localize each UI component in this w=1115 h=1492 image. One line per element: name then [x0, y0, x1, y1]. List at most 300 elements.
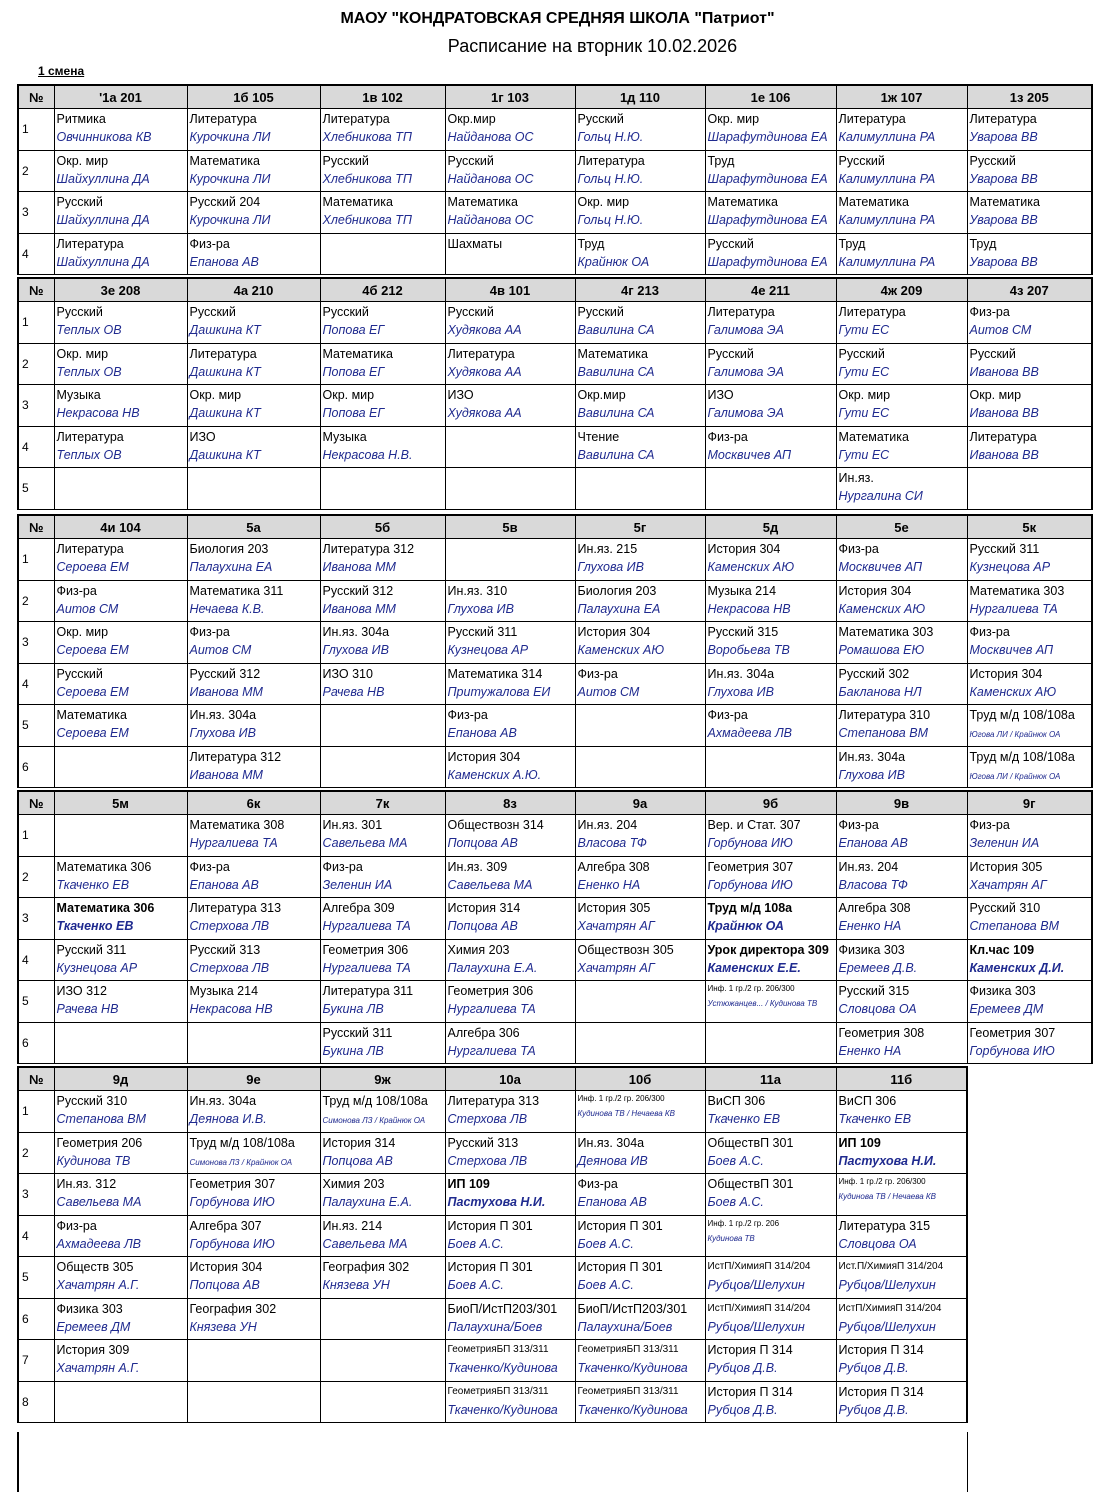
lesson-teacher: Глухова ИВ: [447, 601, 514, 616]
lesson-cell: [836, 1257, 967, 1299]
lesson-cell: [445, 939, 575, 981]
class-header: 10б: [575, 1067, 705, 1091]
lesson-teacher: Рачева НВ: [322, 684, 385, 699]
lesson-subject: Музыка 214: [707, 583, 777, 598]
lesson-cell: [54, 539, 187, 581]
lesson-teacher: Аитов СМ: [56, 601, 119, 616]
lesson-number: 5: [18, 981, 54, 1023]
lesson-subject: [57, 817, 187, 835]
lesson-cell: [836, 302, 967, 344]
lesson-cell: [836, 746, 967, 788]
lesson-number: 3: [18, 622, 54, 664]
lesson-cell: [445, 1340, 575, 1382]
schedule-block: [17, 84, 1093, 275]
class-header: 9г: [967, 791, 1092, 815]
lesson-teacher: Некрасова Н.В.: [322, 447, 413, 462]
header-row: [18, 515, 1092, 539]
lesson-teacher: Букина ЛВ: [322, 1043, 384, 1058]
lesson-cell: [967, 192, 1092, 234]
lesson-teacher: Дашкина КТ: [189, 447, 261, 462]
lesson-cell: [320, 385, 445, 427]
lesson-subject: Ин.яз. 312: [56, 1177, 117, 1191]
lesson-teacher: Палаухина ЕА: [577, 601, 661, 616]
lesson-teacher: Стерхова ЛВ: [189, 919, 270, 933]
lesson-cell: [445, 192, 575, 234]
lesson-subject: Ин.яз. 304а: [322, 625, 390, 639]
table-row: [18, 426, 1092, 468]
lesson-teacher: Ененко НА: [838, 919, 902, 933]
lesson-cell: [187, 1174, 320, 1216]
lesson-cell: [54, 746, 187, 788]
lesson-teacher: Кудинова ТВ / Нечаева КВ: [577, 1109, 675, 1118]
lesson-cell: [575, 622, 705, 664]
class-header: 10а: [445, 1067, 575, 1091]
lesson-subject: Ист.П/ХимияП 314/204: [838, 1261, 944, 1272]
lesson-subject: Инф. 1 гр./2 гр. 206/300: [577, 1094, 665, 1103]
lesson-teacher: Боев А.С.: [707, 1153, 764, 1168]
lesson-teacher: Уварова ВВ: [969, 171, 1038, 186]
lesson-cell: [705, 939, 836, 981]
lesson-teacher: Ткаченко/Кудинова: [577, 1361, 688, 1375]
lesson-cell: [187, 1091, 320, 1133]
lesson-teacher: Деянова ИВ: [577, 1153, 648, 1168]
lesson-subject: Математика 311: [189, 583, 284, 598]
lesson-cell: [320, 705, 445, 747]
lesson-subject: Ин.яз. 304а: [189, 708, 257, 722]
class-header: 4а 210: [187, 278, 320, 302]
lesson-cell: [320, 233, 445, 275]
lesson-subject: Вер. и Стат. 307: [707, 818, 801, 832]
lesson-teacher: Власова ТФ: [838, 877, 908, 892]
lesson-subject: Физ-ра: [56, 1218, 97, 1233]
lesson-teacher: Боев А.С.: [577, 1278, 634, 1292]
lesson-subject: Математика: [322, 195, 393, 209]
table-row: [18, 343, 1092, 385]
lesson-teacher: Каменских АЮ: [969, 684, 1057, 699]
lesson-teacher: Иванова ММ: [322, 560, 396, 574]
lesson-subject: Геометрия 307: [969, 1025, 1056, 1040]
lesson-teacher: Курочкина ЛИ: [189, 171, 271, 186]
lesson-cell: [320, 109, 445, 151]
lesson-cell: [187, 539, 320, 581]
class-header: '1а 201: [54, 85, 187, 109]
lesson-subject: Алгебра 308: [577, 859, 650, 874]
schedule-subtitle: Расписание на вторник 10.02.2026: [447, 36, 738, 56]
lesson-subject: Физ-ра: [577, 1177, 618, 1191]
lesson-cell: [320, 468, 445, 510]
lesson-teacher: Курочкина ЛИ: [189, 130, 271, 144]
lesson-subject: [190, 1384, 320, 1402]
lesson-teacher: Боев А.С.: [447, 1236, 504, 1251]
lesson-teacher: Кузнецова АР: [56, 960, 138, 975]
lesson-subject: Русский 313: [189, 942, 261, 957]
lesson-cell: [575, 1174, 705, 1216]
lesson-cell: [705, 1132, 836, 1174]
lesson-cell: [445, 1022, 575, 1064]
lesson-subject: Обществ 305: [56, 1260, 134, 1274]
lesson-teacher: Иванова ВВ: [969, 447, 1039, 462]
lesson-cell: [836, 1174, 967, 1216]
lesson-subject: Литература: [577, 153, 645, 168]
lesson-subject: Музыка 214: [189, 984, 259, 998]
class-header: 5м: [54, 791, 187, 815]
lesson-subject: ОбществП 301: [707, 1135, 794, 1150]
lesson-teacher: Сероева ЕМ: [56, 560, 129, 574]
lesson-teacher: Епанова АВ: [577, 1195, 647, 1209]
lesson-teacher: Стерхова ЛВ: [189, 960, 270, 975]
table-row: [18, 468, 1092, 510]
lesson-cell: [445, 981, 575, 1023]
lesson-teacher: Власова ТФ: [577, 836, 647, 850]
lesson-number: 6: [18, 1022, 54, 1064]
class-header: 1з 205: [967, 85, 1092, 109]
lesson-cell: [187, 1215, 320, 1257]
lesson-number: 2: [18, 856, 54, 898]
lesson-cell: [54, 1340, 187, 1382]
lesson-cell: [320, 815, 445, 857]
lesson-teacher: Притужалова ЕИ: [447, 684, 551, 699]
lesson-teacher: Боев А.С.: [707, 1195, 764, 1209]
lesson-teacher: Горбунова ИЮ: [189, 1236, 275, 1251]
lesson-cell: [187, 1298, 320, 1340]
lesson-subject: ГеометрияБП 313/311: [577, 1344, 679, 1355]
lesson-number: 8: [18, 1381, 54, 1423]
lesson-cell: [836, 663, 967, 705]
lesson-subject: История 304: [189, 1260, 263, 1274]
lesson-teacher: Рубцов/Шелухин: [838, 1319, 936, 1334]
lesson-cell: [836, 109, 967, 151]
lesson-cell: [967, 939, 1092, 981]
lesson-subject: История 304: [577, 625, 651, 639]
lesson-cell: [836, 385, 967, 427]
lesson-number: 3: [18, 192, 54, 234]
lesson-cell: [575, 1091, 705, 1133]
lesson-teacher: Иванова ММ: [189, 684, 263, 699]
lesson-subject: Алгебра 308: [838, 901, 911, 915]
lesson-cell: [320, 150, 445, 192]
lesson-number: 6: [18, 1298, 54, 1340]
lesson-subject: Окр.мир: [447, 112, 496, 126]
lesson-subject: Русский 315: [838, 984, 910, 998]
lesson-cell: [836, 580, 967, 622]
lesson-cell: [575, 233, 705, 275]
lesson-teacher: Рубцов Д.В.: [707, 1361, 778, 1375]
lesson-teacher: Степанова ВМ: [969, 919, 1059, 933]
lesson-teacher: Дашкина КТ: [189, 364, 261, 379]
lesson-cell: [836, 1298, 967, 1340]
schedule-block: [17, 514, 1093, 788]
lesson-cell: [967, 580, 1092, 622]
lesson-subject: Геометрия 306: [447, 984, 534, 998]
lesson-teacher: Глухова ИВ: [577, 560, 644, 574]
class-header: 5к: [967, 515, 1092, 539]
lesson-subject: Ин.яз. 304а: [838, 749, 906, 764]
lesson-teacher: Худякова АА: [447, 323, 522, 337]
lesson-teacher: Дашкина КТ: [189, 406, 261, 420]
lesson-cell: [836, 1215, 967, 1257]
lesson-cell: [187, 1340, 320, 1382]
table-row: [18, 109, 1092, 151]
lesson-cell: [705, 705, 836, 747]
lesson-cell: [54, 939, 187, 981]
lesson-teacher: Вавилина СА: [577, 447, 655, 462]
lesson-cell: [705, 426, 836, 468]
lesson-teacher: Палаухина ЕА: [189, 560, 273, 574]
lesson-teacher: Горбунова ИЮ: [189, 1195, 275, 1209]
lesson-teacher: Попцова АВ: [447, 919, 518, 933]
lesson-cell: [575, 1215, 705, 1257]
lesson-teacher: Палаухина/Боев: [447, 1319, 543, 1334]
lesson-subject: Математика 308: [189, 818, 285, 832]
lesson-teacher: Еремеев ДМ: [56, 1319, 131, 1334]
lesson-subject: Физ-ра: [969, 818, 1010, 832]
lesson-cell: [320, 981, 445, 1023]
table-row: [18, 385, 1092, 427]
lesson-subject: ОбществП 301: [707, 1177, 794, 1191]
lesson-subject: [190, 1342, 320, 1360]
lesson-teacher: Кузнецова АР: [447, 643, 529, 657]
lesson-cell: [836, 1022, 967, 1064]
lesson-subject: [578, 1025, 705, 1043]
lesson-subject: БиоП/ИстП203/301: [447, 1301, 558, 1316]
lesson-teacher: Гути ЕС: [838, 406, 890, 420]
lesson-cell: [187, 192, 320, 234]
lesson-number: 4: [18, 233, 54, 275]
lesson-subject: Литература: [838, 305, 906, 319]
lesson-cell: [705, 580, 836, 622]
lesson-cell: [187, 663, 320, 705]
lesson-number: 5: [18, 705, 54, 747]
lesson-number: 4: [18, 939, 54, 981]
lesson-teacher: Иванова ММ: [189, 767, 263, 782]
lesson-cell: [54, 1022, 187, 1064]
lesson-subject: Алгебра 309: [322, 901, 395, 915]
lesson-subject: ИЗО 310: [322, 666, 373, 681]
lesson-cell: [54, 1298, 187, 1340]
lesson-teacher: Теплых ОВ: [56, 447, 122, 462]
lesson-subject: Русский 312: [322, 583, 394, 598]
table-row: [18, 705, 1092, 747]
lesson-cell: [54, 426, 187, 468]
lesson-cell: [54, 1174, 187, 1216]
lesson-subject: [190, 470, 320, 488]
lesson-teacher: Шарафутдинова ЕА: [707, 171, 828, 186]
lesson-teacher: Букина ЛВ: [322, 1002, 384, 1016]
lesson-cell: [705, 1174, 836, 1216]
lesson-cell: [575, 343, 705, 385]
lesson-teacher: Шайхуллина ДА: [56, 213, 150, 227]
lesson-cell: [445, 343, 575, 385]
lesson-teacher: Гути ЕС: [838, 364, 890, 379]
class-header: 9в: [836, 791, 967, 815]
lesson-cell: [445, 1091, 575, 1133]
lesson-teacher: Вавилина СА: [577, 364, 655, 379]
lesson-cell: [705, 663, 836, 705]
number-header: №: [18, 791, 54, 815]
lesson-teacher: Палаухина/Боев: [577, 1319, 673, 1334]
lesson-teacher: Хачатрян АГ: [969, 877, 1047, 892]
lesson-subject: Русский 311: [969, 542, 1040, 556]
lesson-subject: Инф. 1 гр./2 гр. 206/300: [838, 1177, 926, 1186]
lesson-cell: [54, 109, 187, 151]
class-header: 8з: [445, 791, 575, 815]
lesson-cell: [836, 539, 967, 581]
lesson-cell: [320, 939, 445, 981]
lesson-teacher: Епанова АВ: [189, 254, 259, 269]
lesson-teacher: Ененко НА: [838, 1043, 902, 1058]
lesson-teacher: Устюжанцев... / Кудинова ТВ: [707, 999, 818, 1008]
lesson-subject: История П 314: [838, 1343, 924, 1357]
lesson-cell: [967, 856, 1092, 898]
number-header: №: [18, 1067, 54, 1091]
lesson-cell: [54, 663, 187, 705]
lesson-subject: [708, 470, 836, 488]
lesson-number: 4: [18, 1215, 54, 1257]
lesson-cell: [445, 468, 575, 510]
lesson-cell: [967, 468, 1092, 510]
lesson-teacher: Ткаченко/Кудинова: [577, 1402, 688, 1417]
lesson-cell: [187, 939, 320, 981]
lesson-teacher: Савельева МА: [56, 1195, 142, 1209]
table-row: [18, 1298, 967, 1340]
lesson-teacher: Галимова ЭА: [707, 323, 784, 337]
class-header: 1д 110: [575, 85, 705, 109]
lesson-teacher: Хачатрян А.Г.: [56, 1361, 140, 1375]
lesson-subject: Физ-ра: [322, 859, 363, 874]
lesson-subject: Инф. 1 гр./2 гр. 206/300: [707, 984, 795, 993]
lesson-teacher: Шарафутдинова ЕА: [707, 130, 828, 144]
lesson-teacher: Рубцов Д.В.: [707, 1402, 778, 1417]
lesson-teacher: Стерхова ЛВ: [447, 1112, 528, 1126]
number-header: №: [18, 85, 54, 109]
lesson-cell: [187, 580, 320, 622]
lesson-teacher: Иванова ВВ: [969, 364, 1039, 379]
lesson-subject: Ин.яз. 204: [838, 859, 899, 874]
lesson-cell: [54, 1132, 187, 1174]
lesson-cell: [445, 898, 575, 940]
lesson-number: 3: [18, 1174, 54, 1216]
lesson-subject: Русский: [838, 153, 885, 168]
lesson-subject: Ритмика: [56, 112, 106, 126]
lesson-subject: Математика 303: [838, 625, 934, 639]
class-header: 4е 211: [705, 278, 836, 302]
lesson-cell: [54, 815, 187, 857]
lesson-cell: [320, 192, 445, 234]
lesson-cell: [575, 663, 705, 705]
class-header: 4ж 209: [836, 278, 967, 302]
class-header: 5б: [320, 515, 445, 539]
lesson-cell: [445, 539, 575, 581]
lesson-cell: [967, 233, 1092, 275]
lesson-teacher: Овчинникова КВ: [56, 130, 152, 144]
lesson-subject: Литература: [56, 542, 124, 556]
lesson-teacher: Каменских А.Ю.: [447, 767, 542, 782]
lesson-cell: [445, 815, 575, 857]
lesson-cell: [705, 343, 836, 385]
lesson-cell: [320, 1132, 445, 1174]
lesson-cell: [705, 746, 836, 788]
lesson-subject: Труд: [577, 236, 605, 251]
lesson-teacher: Хлебникова ТП: [322, 171, 412, 186]
lesson-cell: [575, 426, 705, 468]
lesson-teacher: Курочкина ЛИ: [189, 213, 271, 227]
lesson-subject: История П 301: [577, 1260, 663, 1274]
lesson-teacher: Некрасова НВ: [56, 406, 140, 420]
lesson-subject: Русский: [322, 153, 369, 168]
lesson-subject: Кл.час 109: [969, 942, 1035, 957]
lesson-cell: [54, 981, 187, 1023]
lesson-cell: [836, 233, 967, 275]
lesson-teacher: Ткаченко/Кудинова: [447, 1402, 558, 1417]
lesson-subject: Математика: [969, 195, 1040, 209]
lesson-subject: Окр. мир: [56, 625, 109, 639]
lesson-cell: [187, 815, 320, 857]
lesson-cell: [445, 856, 575, 898]
lesson-cell: [320, 302, 445, 344]
lesson-subject: [448, 429, 575, 447]
lesson-subject: Алгебра 307: [189, 1218, 262, 1233]
table-row: [18, 1022, 1092, 1064]
lesson-subject: [578, 749, 705, 767]
lesson-cell: [705, 192, 836, 234]
lesson-number: 2: [18, 150, 54, 192]
table-row: [18, 580, 1092, 622]
lesson-subject: [970, 470, 1092, 488]
lesson-subject: Русский: [447, 305, 494, 319]
class-header: 4б 212: [320, 278, 445, 302]
class-header: 4з 207: [967, 278, 1092, 302]
lesson-cell: [187, 109, 320, 151]
lesson-teacher: Хлебникова ТП: [322, 130, 412, 144]
lesson-teacher: Нургалиева ТА: [189, 836, 278, 850]
lesson-cell: [575, 109, 705, 151]
lesson-number: 3: [18, 898, 54, 940]
lesson-teacher: Калимуллина РА: [838, 130, 936, 144]
lesson-cell: [836, 426, 967, 468]
lesson-subject: [708, 749, 836, 767]
lesson-subject: Ин.яз.: [838, 471, 874, 485]
lesson-cell: [445, 233, 575, 275]
lesson-cell: [445, 385, 575, 427]
lesson-teacher: Савельева МА: [447, 877, 533, 892]
lesson-teacher: Ткаченко ЕВ: [838, 1112, 912, 1126]
lesson-teacher: Аитов СМ: [969, 323, 1032, 337]
lesson-teacher: Калимуллина РА: [838, 254, 936, 269]
class-header: 5д: [705, 515, 836, 539]
lesson-subject: [57, 470, 187, 488]
lesson-teacher: Попова ЕГ: [322, 364, 385, 379]
class-header: 4и 104: [54, 515, 187, 539]
lesson-cell: [836, 1340, 967, 1382]
lesson-cell: [445, 1257, 575, 1299]
lesson-subject: История 304: [447, 749, 521, 764]
lesson-number: 5: [18, 468, 54, 510]
lesson-subject: История П 314: [707, 1343, 793, 1357]
lesson-cell: [320, 1257, 445, 1299]
lesson-cell: [705, 622, 836, 664]
lesson-teacher: Ткаченко ЕВ: [56, 877, 130, 892]
lesson-teacher: Ткаченко ЕВ: [56, 919, 134, 933]
lesson-teacher: Попцова АВ: [189, 1278, 260, 1292]
lesson-subject: Литература 313: [447, 1094, 540, 1108]
lesson-cell: [320, 426, 445, 468]
lesson-subject: ИстП/ХимияП 314/204: [838, 1302, 942, 1314]
lesson-subject: География 302: [322, 1260, 410, 1274]
lesson-subject: Труд м/д 108/108а: [189, 1135, 295, 1150]
table-row: [18, 663, 1092, 705]
lesson-subject: Ин.яз. 215: [577, 542, 638, 556]
lesson-teacher: Попцова АВ: [447, 836, 518, 850]
